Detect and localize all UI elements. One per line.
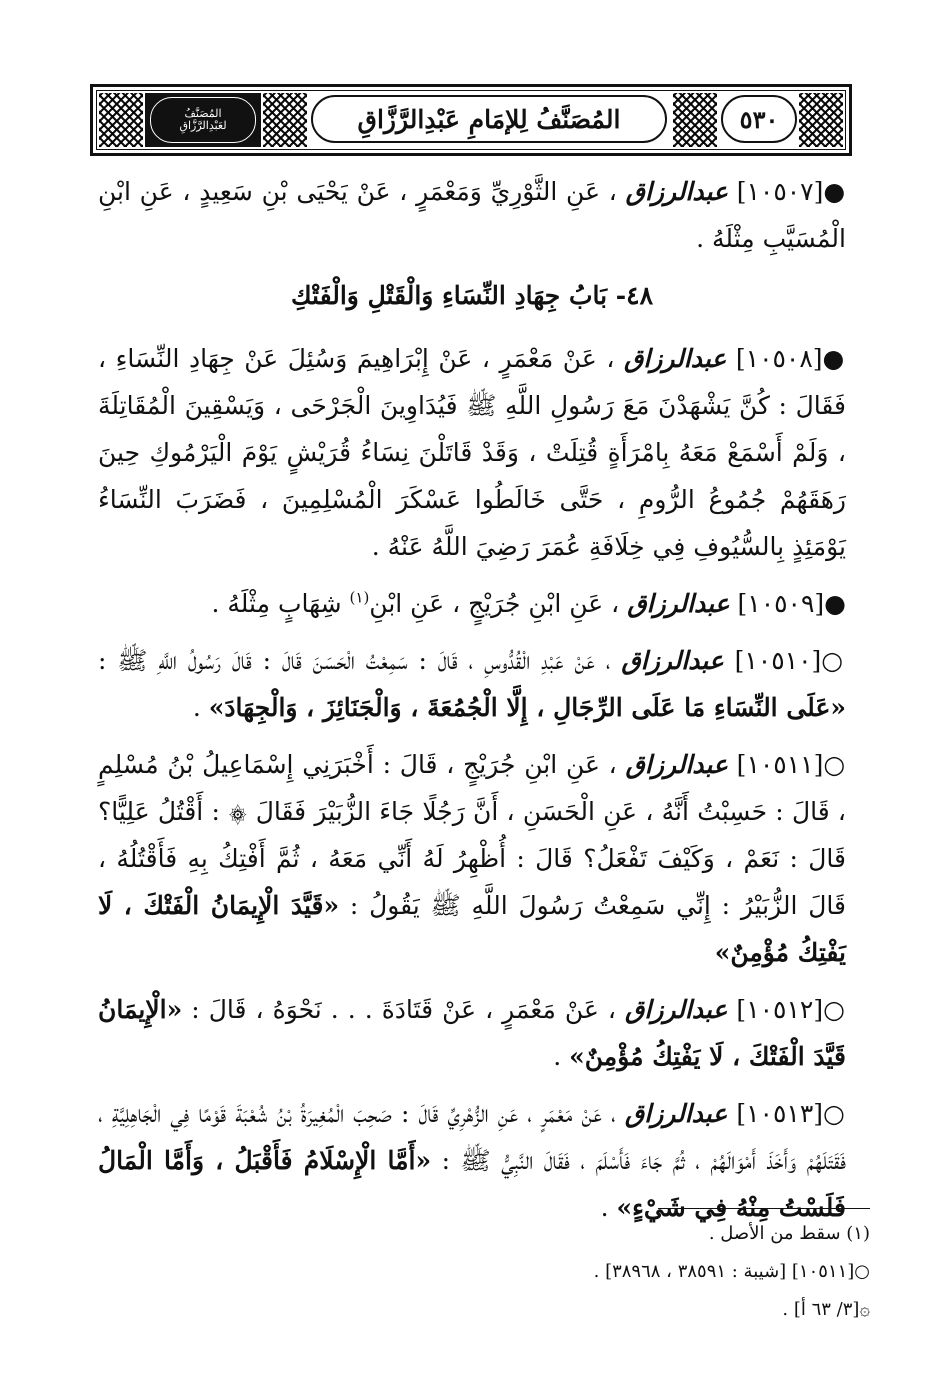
narrator: عبدالرزاق	[625, 995, 728, 1024]
page-header	[90, 84, 852, 156]
entry-text: ، عَنِ ابْنِ جُرَيْجٍ ، قَالَ : أَخْبَرَنِي إِسْمَاعِيلُ بْنُ مُسْلِمٍ ، قَالَ : حَسِبْتُ أَنَّهُ ، عَنِ الْحَسَنِ ، أَنَّ رَجُلًا جَاءَ الزُّبَيْرَ فَقَالَ ۞ : أَقْتُلُ عَلِيًّا؟ قَالَ : نَعَمْ ، وَكَيْفَ تَفْعَلُ؟ قَالَ : أُظْهِرُ لَهُ أَنِّي مَعَهُ ، ثُمَّ أَفْتِكُ بِهِ فَأَقْتُلُهُ ، قَالَ الزُّبَيْرُ : إِنِّي سَمِعْتُ رَسُولَ اللَّهِ ﷺ يَقُولُ :	[98, 750, 847, 920]
entry-ref: [١٠٥١٣]	[736, 1099, 824, 1128]
entry-10509	[98, 580, 846, 627]
entry-ref: [١٠٥١١]	[736, 750, 824, 779]
ornament-right-inner	[673, 93, 717, 147]
entry-marker: ○	[823, 1099, 846, 1128]
entry-marker: ●	[824, 589, 846, 618]
main-text	[98, 168, 846, 1241]
entry-marker: ○	[823, 995, 846, 1024]
entry-ref: [١٠٥٠٨]	[735, 344, 823, 373]
entry-text: ، عَنْ مَعْمَرٍ ، عَنْ قَتَادَةَ . . . نَحْوَهُ ، قَالَ :	[191, 995, 616, 1024]
footnote-divider	[658, 1208, 870, 1209]
entry-10513	[98, 1090, 846, 1231]
narrator: عبدالرزاق	[625, 750, 728, 779]
entry-ref: [١٠٥٠٩]	[737, 589, 825, 618]
entry-marker: ○	[821, 646, 846, 675]
entry-tail: .	[600, 1193, 609, 1222]
footnote-item: ○[١٠٥١١] [شيبة : ٣٨٥٩١ ، ٣٨٩٦٨] .	[593, 1261, 870, 1282]
narrator: عبدالرزاق	[624, 1099, 728, 1128]
page-number: ٥٣٠	[721, 95, 797, 143]
ornament-left-inner	[263, 93, 307, 147]
entry-tail: .	[553, 1042, 562, 1071]
hadith-quote: «أَمَّا الْإِسْلَامُ فَأَقْبَلُ ، وَأَمَّا الْمَالُ فَلَسْتُ مِنْهُ فِي شَيْءٍ»	[98, 1146, 846, 1222]
entry-text: ، عَنْ عَبْدِ الْقُدُّوسِ ، قَالَ : سَمِعْتُ الْحَسَنَ قَالَ : قَالَ رَسُولُ اللَّهِ ﷺ :	[98, 646, 611, 675]
hadith-quote: «عَلَى النِّسَاءِ مَا عَلَى الرِّجَالِ ، إِلَّا الْجُمُعَةَ ، وَالْجَنَائِزَ ، وَالْجِهَادَ»	[208, 693, 846, 722]
hadith-quote: «قَيَّدَ الْإِيمَانُ الْفَتْكَ ، لَا يَفْتِكُ مُؤْمِنٌ»	[98, 891, 846, 967]
entry-tail: شِهَابٍ مِثْلَهُ .	[211, 589, 342, 618]
narrator: عبدالرزاق	[627, 589, 730, 618]
entry-text: ، عَنْ مَعْمَرٍ ، عَنْ إِبْرَاهِيمَ وَسُئِلَ عَنْ جِهَادِ النِّسَاءِ ، فَقَالَ : كُنَّ يَشْهَدْنَ مَعَ رَسُولِ اللَّهِ ﷺ فَيُدَاوِينَ الْجَرْحَى ، وَيَسْقِينَ الْمُقَاتِلَةَ ، وَلَمْ أَسْمَعْ مَعَهُ بِامْرَأَةٍ قُتِلَتْ ، وَقَدْ قَاتَلْنَ نِسَاءُ قُرَيْشٍ يَوْمَ الْيَرْمُوكِ حِينَ رَهَقَهُمْ جُمُوعُ الرُّومِ ، حَتَّى خَالَطُوا عَسْكَرَ الْمُسْلِمِينَ ، فَضَرَبَ النِّسَاءُ يَوْمَئِذٍ بِالسُّيُوفِ فِي خِلَافَةِ عُمَرَ رَضِيَ اللَّهُ عَنْهُ .	[98, 344, 846, 561]
entry-ref: [١٠٥٠٧]	[736, 177, 824, 206]
footnote-ref[interactable]: (١)	[349, 588, 370, 607]
entry-10508	[98, 335, 846, 570]
narrator: عبدالرزاق	[621, 646, 724, 675]
entry-marker: ○	[823, 750, 846, 779]
entry-text: ، عَنِ ابْنِ جُرَيْجٍ ، عَنِ ابْنِ	[369, 589, 620, 618]
ornament-left-outer	[99, 93, 143, 147]
footnote-item: (١) سقط من الأصل .	[708, 1223, 870, 1244]
entry-ref: [١٠٥١٢]	[736, 995, 824, 1024]
entry-tail: .	[192, 693, 201, 722]
entry-text: ، عَنِ الثَّوْرِيِّ وَمَعْمَرٍ ، عَنْ يَحْيَى بْنِ سَعِيدٍ ، عَنِ ابْنِ الْمُسَيَّبِ مِثْلَهُ .	[98, 177, 846, 253]
entry-10510	[98, 637, 846, 731]
entry-marker: ●	[822, 344, 846, 373]
book-title: المُصَنَّفُ لِلإمَامِ عَبْدِالرَّزَّاقِ	[311, 95, 667, 143]
entry-10511	[98, 741, 846, 976]
entry-10512	[98, 986, 846, 1080]
chapter-heading: ٤٨- بَابُ جِهَادِ النِّسَاءِ وَالْقَتْلِ وَالْفَتْكِ	[290, 281, 654, 310]
footnote-item: ۞[٣/ ٦٣ أ] .	[782, 1299, 870, 1320]
narrator: عبدالرزاق	[623, 344, 727, 373]
entry-marker: ●	[823, 177, 846, 206]
narrator: عبدالرزاق	[625, 177, 728, 206]
entry-ref: [١٠٥١٠]	[734, 646, 822, 675]
hadith-quote: «الْإِيمَانُ قَيَّدَ الْفَتْكَ ، لَا يَفْتِكُ مُؤْمِنٌ»	[98, 995, 846, 1071]
entry-text: ، عَنْ مَعْمَرٍ ، عَنِ الزُّهْرِيِّ قَالَ : صَحِبَ الْمُغِيرَةُ بْنُ شُعْبَةَ قَوْمًا فِي الْجَاهِلِيَّةِ ، فَقَتَلَهُمْ وَأَخَذَ أَمْوَالَهُمْ ، ثُمَّ جَاءَ فَأَسْلَمَ ، فَقَالَ النَّبِيُّ ﷺ :	[98, 1099, 846, 1175]
seal-text: المُصَنَّفُ لعَبْدِالرَّزَّاقِ	[150, 97, 256, 143]
book-seal-logo	[145, 93, 261, 147]
entry-10507	[98, 168, 846, 262]
footnotes	[98, 1215, 870, 1329]
ornament-right-outer	[799, 93, 843, 147]
